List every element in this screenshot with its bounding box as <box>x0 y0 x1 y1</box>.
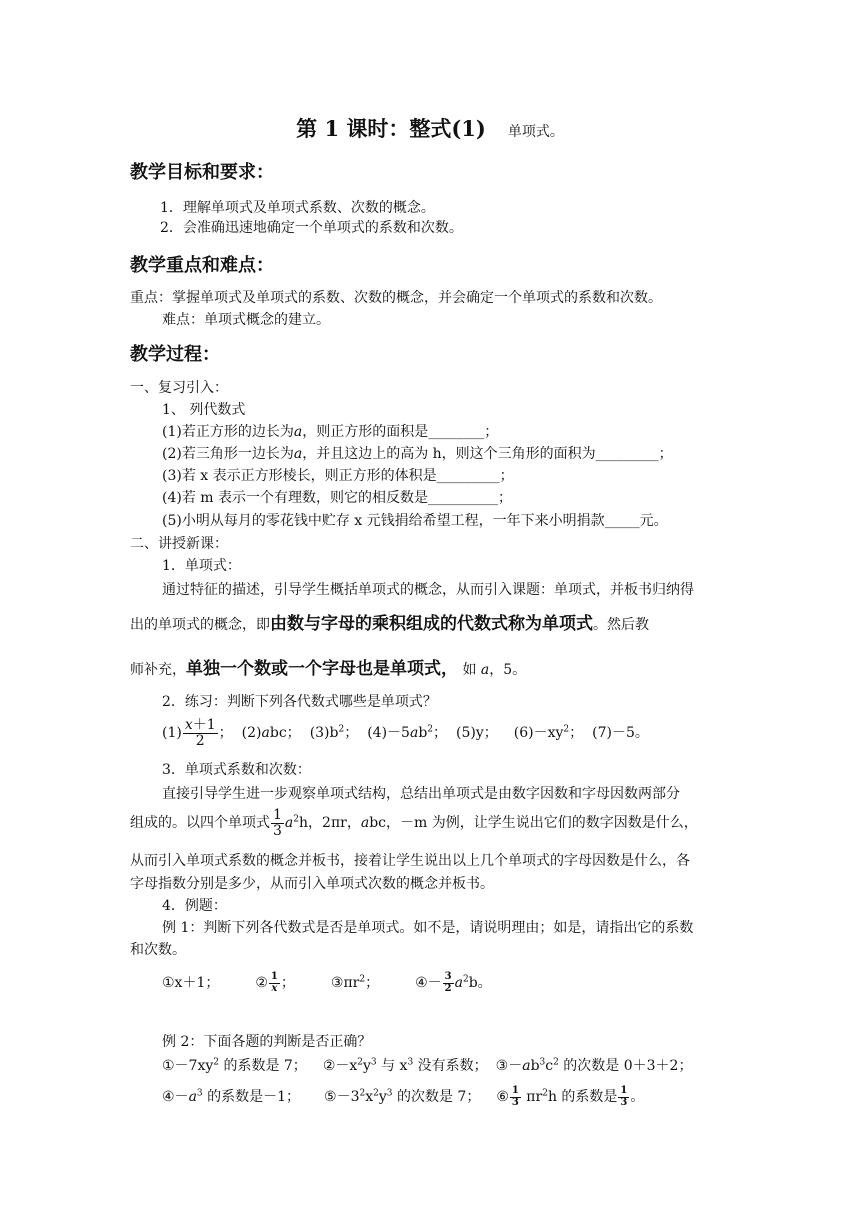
key-difficulty: 难点：单项式概念的建立。 <box>162 312 330 328</box>
question-4: (4)若 m 表示一个有理数，则它的相反数是__________； <box>162 490 513 506</box>
question-2: (2)若三角形一边长为a，并且这边上的高为 h，则这个三角形的面积为_________； <box>162 446 673 462</box>
new-lesson-heading: 二、讲授新课： <box>130 536 228 552</box>
key-heading: 教学重点和难点： <box>130 255 274 276</box>
example-2-heading: 例 2：下面各题的判断是否正确？ <box>162 1034 372 1050</box>
monomial-definition: 由数与字母的乘积组成的代数式称为单项式 <box>270 614 593 634</box>
practice-expressions: (1) $\frac{x+1}{2}$ ； (2)abc； $(3)b^2$； $(4)-5ab^2$； (5)y； $(6)-xy^2$； (7)－5。 <box>162 717 649 749</box>
question-5: (5)小明从每月的零花钱中贮存 x 元钱捐给希望工程，一年下来小明捐款_____元。 <box>162 513 668 529</box>
title-sub: 单项式。 <box>507 124 564 140</box>
fraction-x-plus-1-over-2: $\frac{x+1}{2}$ <box>184 717 216 749</box>
monomial-paragraph-1: 通过特征的描述，引导学生概括单项式的概念，从而引入课题：单项式，并板书归纳得 <box>162 582 694 598</box>
goal-item-1: 1．理解单项式及单项式系数、次数的概念。 <box>160 200 435 216</box>
fraction-one-third-a: $\frac{1}{3}$ <box>511 1085 519 1108</box>
monomial-definition-2: 单独一个数或一个字母也是单项式， <box>186 659 458 679</box>
example-1-paragraph-1: 例 1：判断下列各代数式是否是单项式。如不是，请说明理由；如是，请指出它的系数 <box>162 920 694 936</box>
coefficient-paragraph-1: 直接引导学生进一步观察单项式结构，总结出单项式是由数字因数和字母因数两部分 <box>162 786 680 802</box>
review-heading: 一、复习引入： <box>130 380 228 396</box>
process-heading: 教学过程： <box>130 344 220 365</box>
example-1-paragraph-2: 和次数。 <box>130 942 186 958</box>
coefficient-paragraph-2: 组成的。以四个单项式 $\frac{1}{3}$ $a^2h$，2πr，abc，－m 为例，让学生说出它们的数字因数是什么， <box>130 807 698 839</box>
coefficient-heading: 3．单项式系数和次数： <box>162 762 311 778</box>
fraction-one-third-b: $\frac{1}{3}$ <box>620 1085 628 1108</box>
example-2-row-1: $①-7xy^2$ 的系数是 7； $②-x^2y^3$ 与 $x^3$ 没有系数； $③-ab^3c^2$ 的次数是 0＋3＋2； <box>162 1057 693 1074</box>
key-focus: 重点：掌握单项式及单项式的系数、次数的概念，并会确定一个单项式的系数和次数。 <box>130 290 662 306</box>
fraction-one-third: $\frac{1}{3}$ <box>273 807 282 839</box>
monomial-paragraph-3: 师补充，单独一个数或一个字母也是单项式， 如 a，5。 <box>130 659 527 679</box>
fraction-3-over-2: $\frac{3}{2}$ <box>444 971 452 994</box>
example-1-items: ①x＋1； ② $\frac{1}{x}$ ； $③\pi r^2$； ④－ $\frac{3}{2}$ $a^2b$。 <box>162 971 492 994</box>
example-heading: 4．例题： <box>162 898 227 914</box>
monomial-paragraph-2: 出的单项式的概念，即由数与字母的乘积组成的代数式称为单项式。然后教 <box>130 614 649 634</box>
coefficient-paragraph-4: 字母指数分别是多少，从而引入单项式次数的概念并板书。 <box>130 876 494 892</box>
example-2-row-2: $④-a^3$ 的系数是－1； $⑤-3^2x^2y^3$ 的次数是 7； ⑥ $\frac{1}{3}$ $\pi r^2h$ 的系数是 $\frac{1}{3}$ 。 <box>162 1085 645 1108</box>
coefficient-paragraph-3: 从而引入单项式系数的概念并板书，接着让学生说出以上几个单项式的字母因数是什么，各 <box>130 853 690 869</box>
practice-heading: 2．练习：判断下列各代数式哪些是单项式？ <box>162 694 437 710</box>
goal-item-2: 2．会准确迅速地确定一个单项式的系数和次数。 <box>160 220 463 236</box>
title-main: 第 1 课时：整式(1) <box>296 116 486 141</box>
goals-heading: 教学目标和要求： <box>130 162 274 183</box>
page-title <box>0 116 860 141</box>
review-sub: 1、 列代数式 <box>162 402 246 418</box>
question-3: (3)若 x 表示正方形棱长，则正方形的体积是_________； <box>162 468 514 484</box>
fraction-1-over-x: $\frac{1}{x}$ <box>270 971 278 994</box>
question-1: (1)若正方形的边长为a，则正方形的面积是________； <box>162 424 499 440</box>
monomial-heading: 1．单项式： <box>162 558 241 574</box>
